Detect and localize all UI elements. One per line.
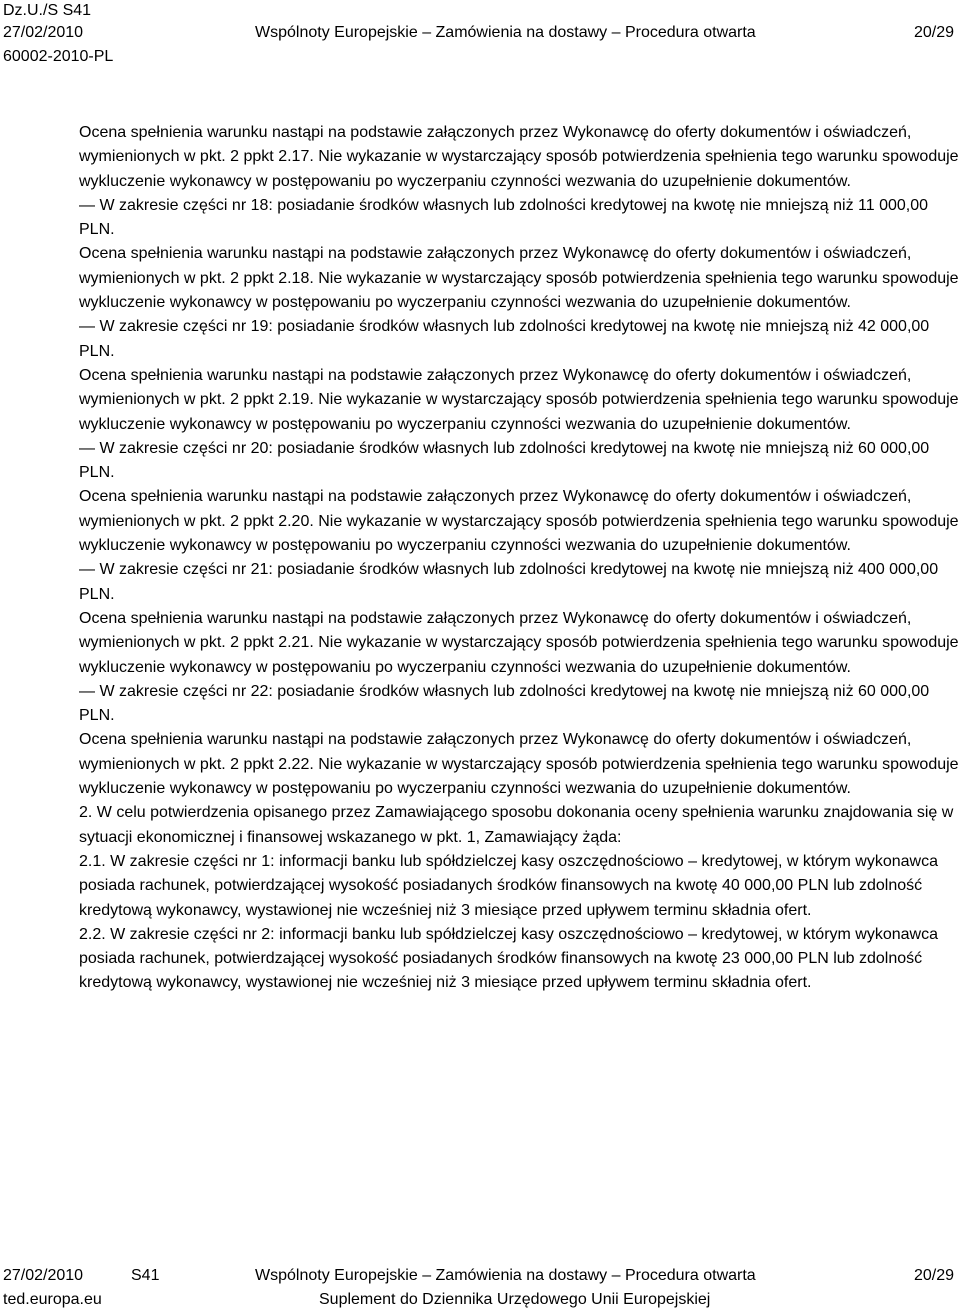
paragraph-part-18: — W zakresie części nr 18: posiadanie środków własnych lub zdolności kredytowej na kwotę nie mniejszą niż 11 000,00 PLN. (79, 196, 929, 239)
footer-page-number: 20/29 (913, 1267, 954, 1284)
footer-supplement: Suplement do Dziennika Urzędowego Unii Europejskiej (319, 1291, 711, 1308)
header-date: 27/02/2010 (3, 24, 84, 41)
paragraph-assessment-2-20: Ocena spełnienia warunku nastąpi na podstawie załączonych przez Wykonawcę do oferty dokumentów i oświadczeń, wymienionych w pkt. 2 ppkt 2.20. Nie wykazanie w wystarczający sposób potwierdzenia spełnienia tego warunku spowoduje wykluczenie wykonawcy w postępowaniu po wyczerpaniu czynności wezwania do uzupełnienie dokumentów. (79, 488, 959, 555)
page-footer (0, 1265, 960, 1311)
header-page-number: 20/29 (913, 24, 954, 41)
page-header (0, 0, 960, 70)
header-title: Wspólnoty Europejskie – Zamówienia na dostawy – Procedura otwarta (255, 24, 756, 41)
paragraph-part-20: — W zakresie części nr 20: posiadanie środków własnych lub zdolności kredytowej na kwotę nie mniejszą niż 60 000,00 PLN. (79, 439, 930, 482)
paragraph-section-2-2: 2.2. W zakresie części nr 2: informacji banku lub spółdzielczej kasy oszczędnościowo – kredytowej, w którym wykonawca posiada rachunek, potwierdzającej wysokość posiadanych środków finansowych na kwotę 23 000,00 PLN lub zdolność kredytową wykonawcy, wystawionej nie wcześniej niż 3 miesiące przed upływem terminu składnia ofert. (79, 925, 939, 992)
paragraph-part-21: — W zakresie części nr 21: posiadanie środków własnych lub zdolności kredytowej na kwotę nie mniejszą niż 400 000,00 PLN. (79, 561, 939, 603)
document-body (79, 121, 959, 996)
paragraph-assessment-2-21: Ocena spełnienia warunku nastąpi na podstawie załączonych przez Wykonawcę do oferty dokumentów i oświadczeń, wymienionych w pkt. 2 ppkt 2.21. Nie wykazanie w wystarczający sposób potwierdzenia spełnienia tego warunku spowoduje wykluczenie wykonawcy w postępowaniu po wyczerpaniu czynności wezwania do uzupełnienie dokumentów. (79, 609, 959, 676)
paragraph-assessment-2-17: Ocena spełnienia warunku nastąpi na podstawie załączonych przez Wykonawcę do oferty dokumentów i oświadczeń, wymienionych w pkt. 2 ppkt 2.17. Nie wykazanie w wystarczający sposób potwierdzenia spełnienia tego warunku spowoduje wykluczenie wykonawcy w postępowaniu po wyczerpaniu czynności wezwania do uzupełnienie dokumentów. (79, 124, 959, 190)
paragraph-section-2: 2. W celu potwierdzenia opisanego przez Zamawiającego sposobu dokonania oceny spełnienia warunku znajdowania się w sytuacji ekonomicznej i finansowej wskazanego w pkt. 1, Zamawiający żąda: (79, 804, 954, 846)
paragraph-assessment-2-22: Ocena spełnienia warunku nastąpi na podstawie załączonych przez Wykonawcę do oferty dokumentów i oświadczeń, wymienionych w pkt. 2 ppkt 2.22. Nie wykazanie w wystarczający sposób potwierdzenia spełnienia tego warunku spowoduje wykluczenie wykonawcy w postępowaniu po wyczerpaniu czynności wezwania do uzupełnienie dokumentów. (79, 731, 959, 798)
paragraph-part-19: — W zakresie części nr 19: posiadanie środków własnych lub zdolności kredytowej na kwotę nie mniejszą niż 42 000,00 PLN. (79, 318, 930, 360)
footer-title: Wspólnoty Europejskie – Zamówienia na dostawy – Procedura otwarta (255, 1267, 756, 1284)
paragraph-section-2-1: 2.1. W zakresie części nr 1: informacji banku lub spółdzielczej kasy oszczędnościowo – kredytowej, w którym wykonawca posiada rachunek, potwierdzającej wysokość posiadanych środków finansowych na kwotę 40 000,00 PLN lub zdolność kredytową wykonawcy, wystawionej nie wcześniej niż 3 miesiące przed upływem terminu składnia ofert. (79, 852, 939, 919)
footer-date: 27/02/2010 (3, 1267, 84, 1284)
footer-site: ted.europa.eu (3, 1291, 102, 1308)
footer-os-number: S41 (131, 1267, 160, 1284)
header-document-number: 60002-2010-PL (3, 48, 114, 65)
paragraph-assessment-2-18: Ocena spełnienia warunku nastąpi na podstawie załączonych przez Wykonawcę do oferty dokumentów i oświadczeń, wymienionych w pkt. 2 ppkt 2.18. Nie wykazanie w wystarczający sposób potwierdzenia spełnienia tego warunku spowoduje wykluczenie wykonawcy w postępowaniu po wyczerpaniu czynności wezwania do uzupełnienie dokumentów. (79, 245, 959, 312)
oj-reference: Dz.U./S S41 (3, 2, 92, 19)
paragraph-part-22: — W zakresie części nr 22: posiadanie środków własnych lub zdolności kredytowej na kwotę nie mniejszą niż 60 000,00 PLN. (79, 682, 930, 725)
paragraph-assessment-2-19: Ocena spełnienia warunku nastąpi na podstawie załączonych przez Wykonawcę do oferty dokumentów i oświadczeń, wymienionych w pkt. 2 ppkt 2.19. Nie wykazanie w wystarczający sposób potwierdzenia spełnienia tego warunku spowoduje wykluczenie wykonawcy w postępowaniu po wyczerpaniu czynności wezwania do uzupełnienie dokumentów. (79, 366, 959, 433)
